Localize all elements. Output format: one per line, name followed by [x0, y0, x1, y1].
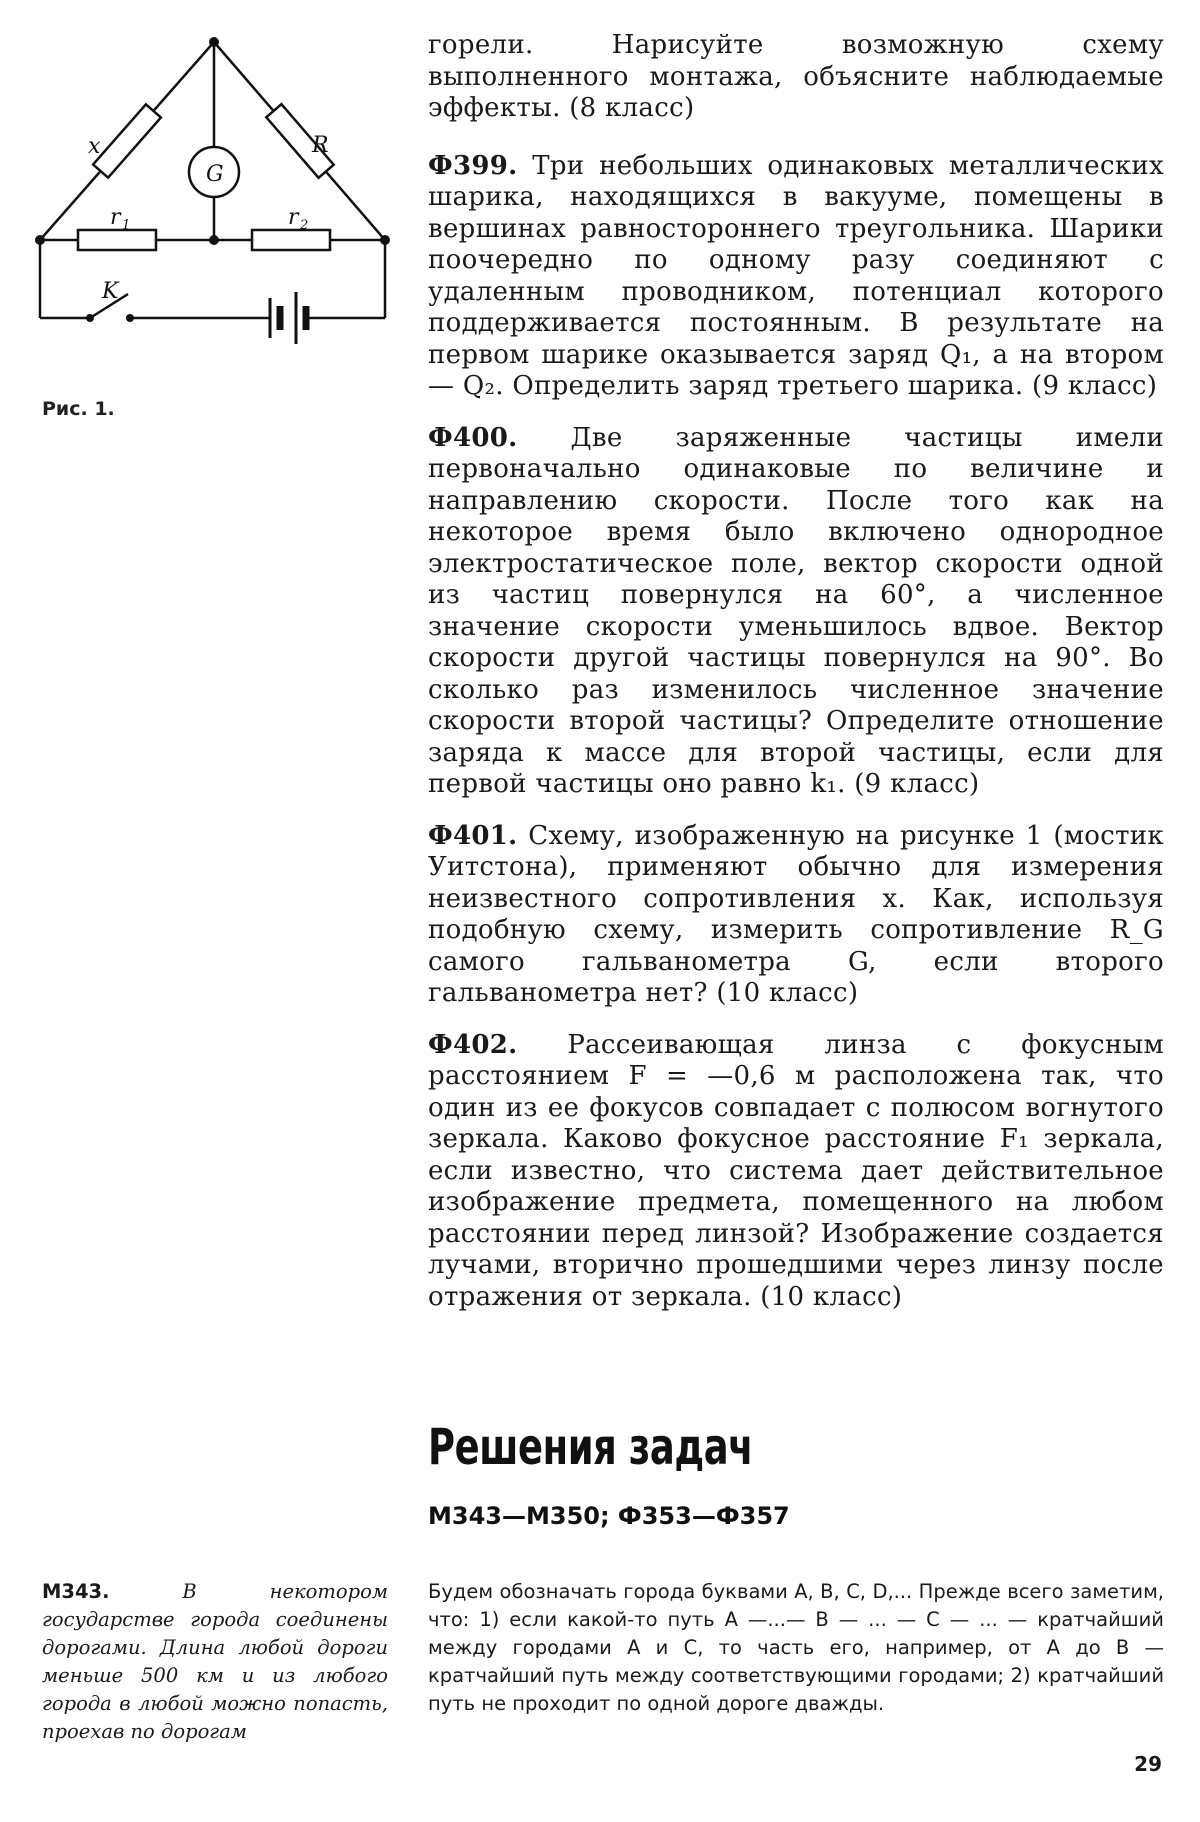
page-number: 29 — [1134, 1752, 1162, 1776]
label-r2-sub: 2 — [300, 218, 309, 233]
resistor-x — [93, 104, 161, 177]
resistor-r1 — [78, 230, 156, 250]
figure-caption: Рис. 1. — [42, 398, 115, 420]
label-R: R — [312, 133, 329, 158]
problem-continuation — [428, 30, 1164, 125]
problem-f401 — [428, 821, 1164, 1010]
label-K: K — [102, 279, 119, 304]
circuit-diagram — [30, 30, 410, 400]
problem-id: Ф401. — [428, 820, 518, 851]
problem-text: В некотором государстве города соединены дорогами. Длина любой дороги меньше 500 км и из любого города в любой можно попасть, проехав по дорогам — [42, 1580, 388, 1743]
problem-id: М343. — [42, 1580, 110, 1603]
m343-solution-text: Будем обозначать города буквами A, B, C, D,... Прежде всего заметим, что: 1) если какой-то путь A —...— B — ... — C — ... — кратчайший между городами A и C, то часть его, например, от A до B — кратчайший путь между соответствующими городами; 2) кратчайший путь не проходит по одной дороге дважды. — [428, 1580, 1164, 1715]
problem-text: Три небольших одинаковых металлических шарика, находящихся в вакууме, помещены в вершинах равностороннего треугольника. Шарики поочередно по одному разу соединяют с удаленным проводником, потенциал которого поддерживается постоянным. В результате на первом шарике оказывается заряд Q₁, а на втором — Q₂. Определить заряд третьего шарика. (9 класс) — [428, 150, 1164, 401]
resistor-r2 — [252, 230, 330, 250]
problem-text: горели. Нарисуйте возможную схему выполненного монтажа, объясните наблюдаемые эффекты. (8 класс) — [428, 30, 1164, 123]
problem-f402 — [428, 1030, 1164, 1314]
problems-column — [428, 30, 1164, 1333]
label-G: G — [206, 162, 224, 187]
problem-id: Ф402. — [428, 1029, 518, 1060]
problem-id: Ф400. — [428, 422, 518, 453]
battery — [270, 292, 320, 344]
problem-text: Рассеивающая линза с фокусным расстоянием F = —0,6 м расположена так, что один из ее фокусов совпадает с полюсом вогнутого зеркала. Каково фокусное расстояние F₁ зеркала, если известно, что система дает действительное изображение предмета, помещенного на любом расстоянии перед линзой? Изображение создается лучами, вторично прошедшими через линзу после отражения от зеркала. (10 класс) — [428, 1029, 1164, 1312]
label-r1-sub: 1 — [122, 218, 131, 233]
problem-text: Схему, изображенную на рисунке 1 (мостик Уитстона), применяют обычно для измерения неизвестного сопротивления x. Как, используя подобную схему, измерить сопротивление R_G самого гальванометра G, если второго гальванометра нет? (10 класс) — [428, 820, 1164, 1008]
problem-f399 — [428, 151, 1164, 403]
solutions-heading: Решения задач — [428, 1418, 754, 1476]
m343-problem-sidebar — [42, 1578, 388, 1746]
problem-id: Ф399. — [428, 150, 518, 181]
problem-text: Две заряженные частицы имели первоначально одинаковые по величине и направлению скорости. После того как на некоторое время было включено однородное электростатическое поле, вектор скорости одной из частиц повернулся на 60°, а численное значение скорости уменьшилось вдвое. Вектор скорости другой частицы повернулся на 90°. Во сколько раз изменилось численное значение скорости второй частицы? Определите отношение заряда к массе для второй частицы, если для первой частицы оно равно k₁. (9 класс) — [428, 422, 1164, 799]
label-r1: r — [110, 205, 121, 230]
solutions-range: М343—М350; Ф353—Ф357 — [428, 1502, 790, 1530]
wheatstone-bridge-figure — [30, 30, 410, 400]
label-r2: r — [288, 205, 299, 230]
label-x: x — [88, 134, 101, 159]
problem-f400 — [428, 423, 1164, 801]
